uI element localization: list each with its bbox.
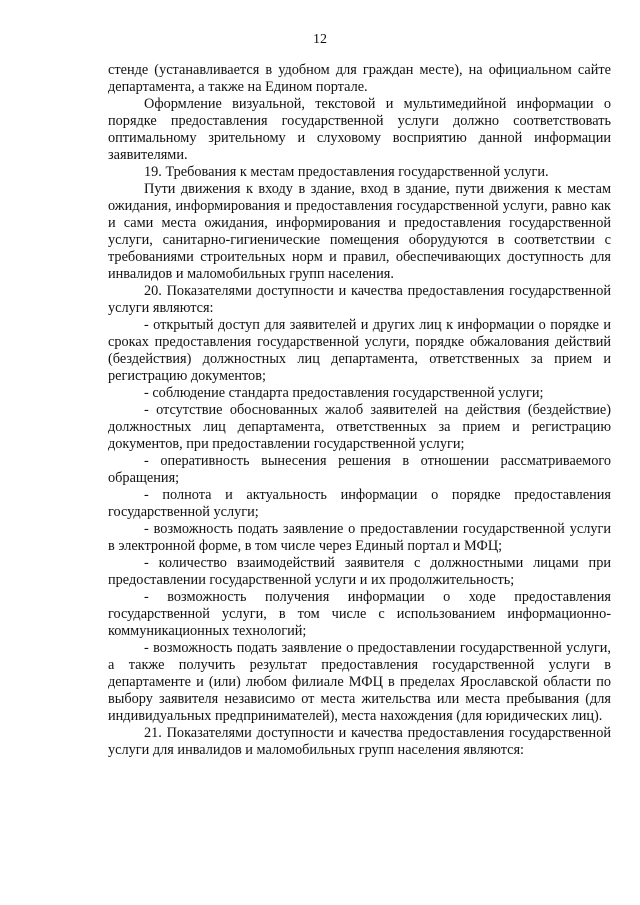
list-item: - отсутствие обоснованных жалоб заявителей на действия (бездействие) должностных лиц департамента, ответственных за прием и регистрацию документов, при предоставлении государственной услуги;	[108, 402, 611, 452]
page-number: 12	[313, 32, 327, 47]
document-body	[108, 62, 611, 759]
list-item: - полнота и актуальность информации о порядке предоставления государственной услуги;	[108, 487, 611, 520]
list-item: - соблюдение стандарта предоставления государственной услуги;	[144, 385, 544, 401]
list-item: - возможность получения информации о ходе предоставления государственной услуги, в том числе с использованием информационно-коммуникационных технологий;	[108, 589, 611, 639]
paragraph: стенде (устанавливается в удобном для граждан месте), на официальном сайте департамента, а также на Едином портале.	[108, 62, 611, 95]
list-item: - количество взаимодействий заявителя с должностными лицами при предоставлении государственной услуги и их продолжительность;	[108, 555, 611, 588]
list-item: - возможность подать заявление о предоставлении государственной услуги в электронной форме, в том числе через Единый портал и МФЦ;	[108, 521, 611, 554]
paragraph: Пути движения к входу в здание, вход в здание, пути движения к местам ожидания, информирования и предоставления государственной услуги, равно как и сами места ожидания, информирования и предоставления государственной услуги, санитарно-гигиенические помещения оборудуются в соответствии с требованиями строительных норм и правил, обеспечивающих доступность для инвалидов и маломобильных групп населения.	[108, 181, 611, 282]
section-heading-21: 21. Показателями доступности и качества предоставления государственной услуги для инвалидов и маломобильных групп населения являются:	[108, 725, 611, 758]
list-item: - открытый доступ для заявителей и других лиц к информации о порядке и сроках предоставления государственной услуги, порядке обжалования действий (бездействия) должностных лиц департамента, ответственных за прием и регистрацию документов;	[108, 317, 611, 384]
section-heading-20: 20. Показателями доступности и качества предоставления государственной услуги являются:	[108, 283, 611, 316]
paragraph: Оформление визуальной, текстовой и мультимедийной информации о порядке предоставления государственной услуги должно соответствовать оптимальному зрительному и слуховому восприятию данной информации заявителями.	[108, 96, 611, 163]
list-item: - оперативность вынесения решения в отношении рассматриваемого обращения;	[108, 453, 611, 486]
list-item: - возможность подать заявление о предоставлении государственной услуги, а также получить результат предоставления государственной услуги в департаменте и (или) любом филиале МФЦ в пределах Ярославской области по выбору заявителя независимо от места жительства или места пребывания (для индивидуальных предпринимателей), места нахождения (для юридических лиц).	[108, 640, 611, 724]
section-heading-19: 19. Требования к местам предоставления государственной услуги.	[144, 164, 549, 180]
